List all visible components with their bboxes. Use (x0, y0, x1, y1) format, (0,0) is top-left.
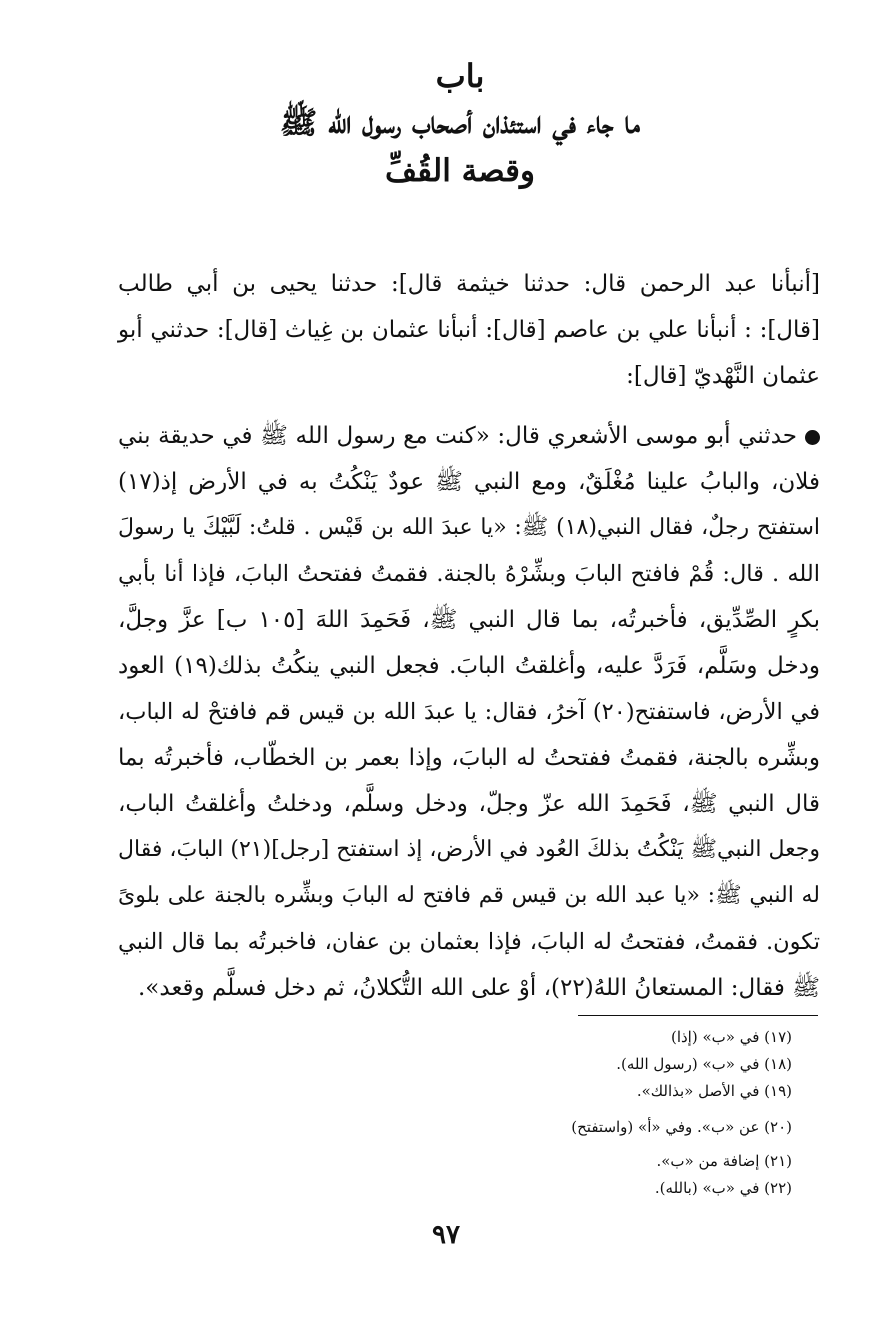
footnote: (١٩) في الأصل «بذالك». (636, 1082, 792, 1100)
hadith-line: وبشِّره بالجنة، فقمتُ ففتحتُ له البابَ، وإذا بعمر بن الخطّاب، فأخبرتُه بما (118, 745, 820, 771)
hadith-line: في الأرض، فاستفتح(٢٠) آخرُ، فقال: يا عبدَ الله بن قيس قم فافتحْ له الباب، (118, 699, 820, 725)
chapter-title: ما جاء في استئذان أصحاب رسول الله ﷺ (279, 105, 641, 141)
hadith-line: فلان، والبابُ علينا مُغْلَقٌ، ومع النبي ﷺ عودٌ يَنْكُتُ به في الأرض إذ(١٧) (118, 469, 820, 495)
footnote: (٢١) إضافة من «ب». (656, 1152, 792, 1170)
chapter-label: باب (435, 57, 485, 95)
hadith-line: ودخل وسَلَّم، فَرَدَّ عليه، وأغلقتُ البابَ. فجعل النبي ينكُتُ بذلك(١٩) العود (118, 653, 820, 679)
footnote-divider (578, 1015, 818, 1016)
hadith-line: بكرٍ الصِّدِّيق، فأخبرتُه، بما قال النبي ﷺ، فَحَمِدَ اللهَ [١٠٥ ب] عزَّ وجلَّ، (118, 607, 820, 633)
hadith-line-text: حدثني أبو موسى الأشعري قال: «كنت مع رسول الله ﷺ في حديقة بني (118, 423, 797, 449)
hadith-line: الله . قال: قُمْ فافتح البابَ وبشِّرْهُ بالجنة. فقمتُ ففتحتُ البابَ، فإذا أنا بأبي (118, 561, 820, 587)
hadith-line: وجعل النبيﷺ يَنْكُتُ بذلكَ العُود في الأرض، إذ استفتح [رجل](٢١) البابَ، فقال (118, 837, 820, 862)
hadith-line: له النبي ﷺ: «يا عبد الله بن قيس قم فافتح له البابَ وبشِّره بالجنة على بلوىً (118, 883, 820, 908)
footnote: (١٧) في «ب» (إذا) (670, 1028, 792, 1046)
hadith-line: قال النبي ﷺ، فَحَمِدَ الله عزّ وجلّ، ودخل وسلَّم، ودخلتُ وأغلقتُ الباب، (118, 791, 820, 817)
isnad-line: [أنبأنا عبد الرحمن قال: حدثنا خيثمة قال]: حدثنا يحيى بن أبي طالب (118, 271, 820, 297)
page-number: ٩٧ (432, 1220, 460, 1250)
hadith-line: تكون. فقمتُ، ففتحتُ له البابَ، فإذا بعثمان بن عفان، فاخبرتُه بما قال النبي (118, 929, 820, 955)
hadith-line: ﷺ فقال: المستعانُ اللهُ(٢٢)، أوْ على الله التُّكلانُ، ثم دخل فسلَّم وقعد». (138, 975, 820, 1001)
hadith-line: استفتح رجلٌ، فقال النبي(١٨) ﷺ: «يا عبدَ الله بن قَيْس . قلتُ: لَبَّيْكَ يا رسولَ (118, 515, 821, 540)
isnad-line: عثمان النَّهْديّ [قال]: (626, 363, 820, 389)
hadith-first-line (118, 418, 820, 458)
footnote: (١٨) في «ب» (رسول الله). (616, 1055, 792, 1073)
chapter-subtitle: وقصة القُفِّ (385, 153, 535, 189)
isnad-line: [قال]: : أنبأنا علي بن عاصم [قال]: أنبأنا عثمان بن غِياث [قال]: حدثني أبو (118, 317, 820, 343)
footnote: (٢٢) في «ب» (بالله). (654, 1179, 792, 1197)
bullet-icon (805, 430, 820, 445)
footnote: (٢٠) عن «ب». وفي «أ» (واستفتح) (571, 1118, 792, 1136)
